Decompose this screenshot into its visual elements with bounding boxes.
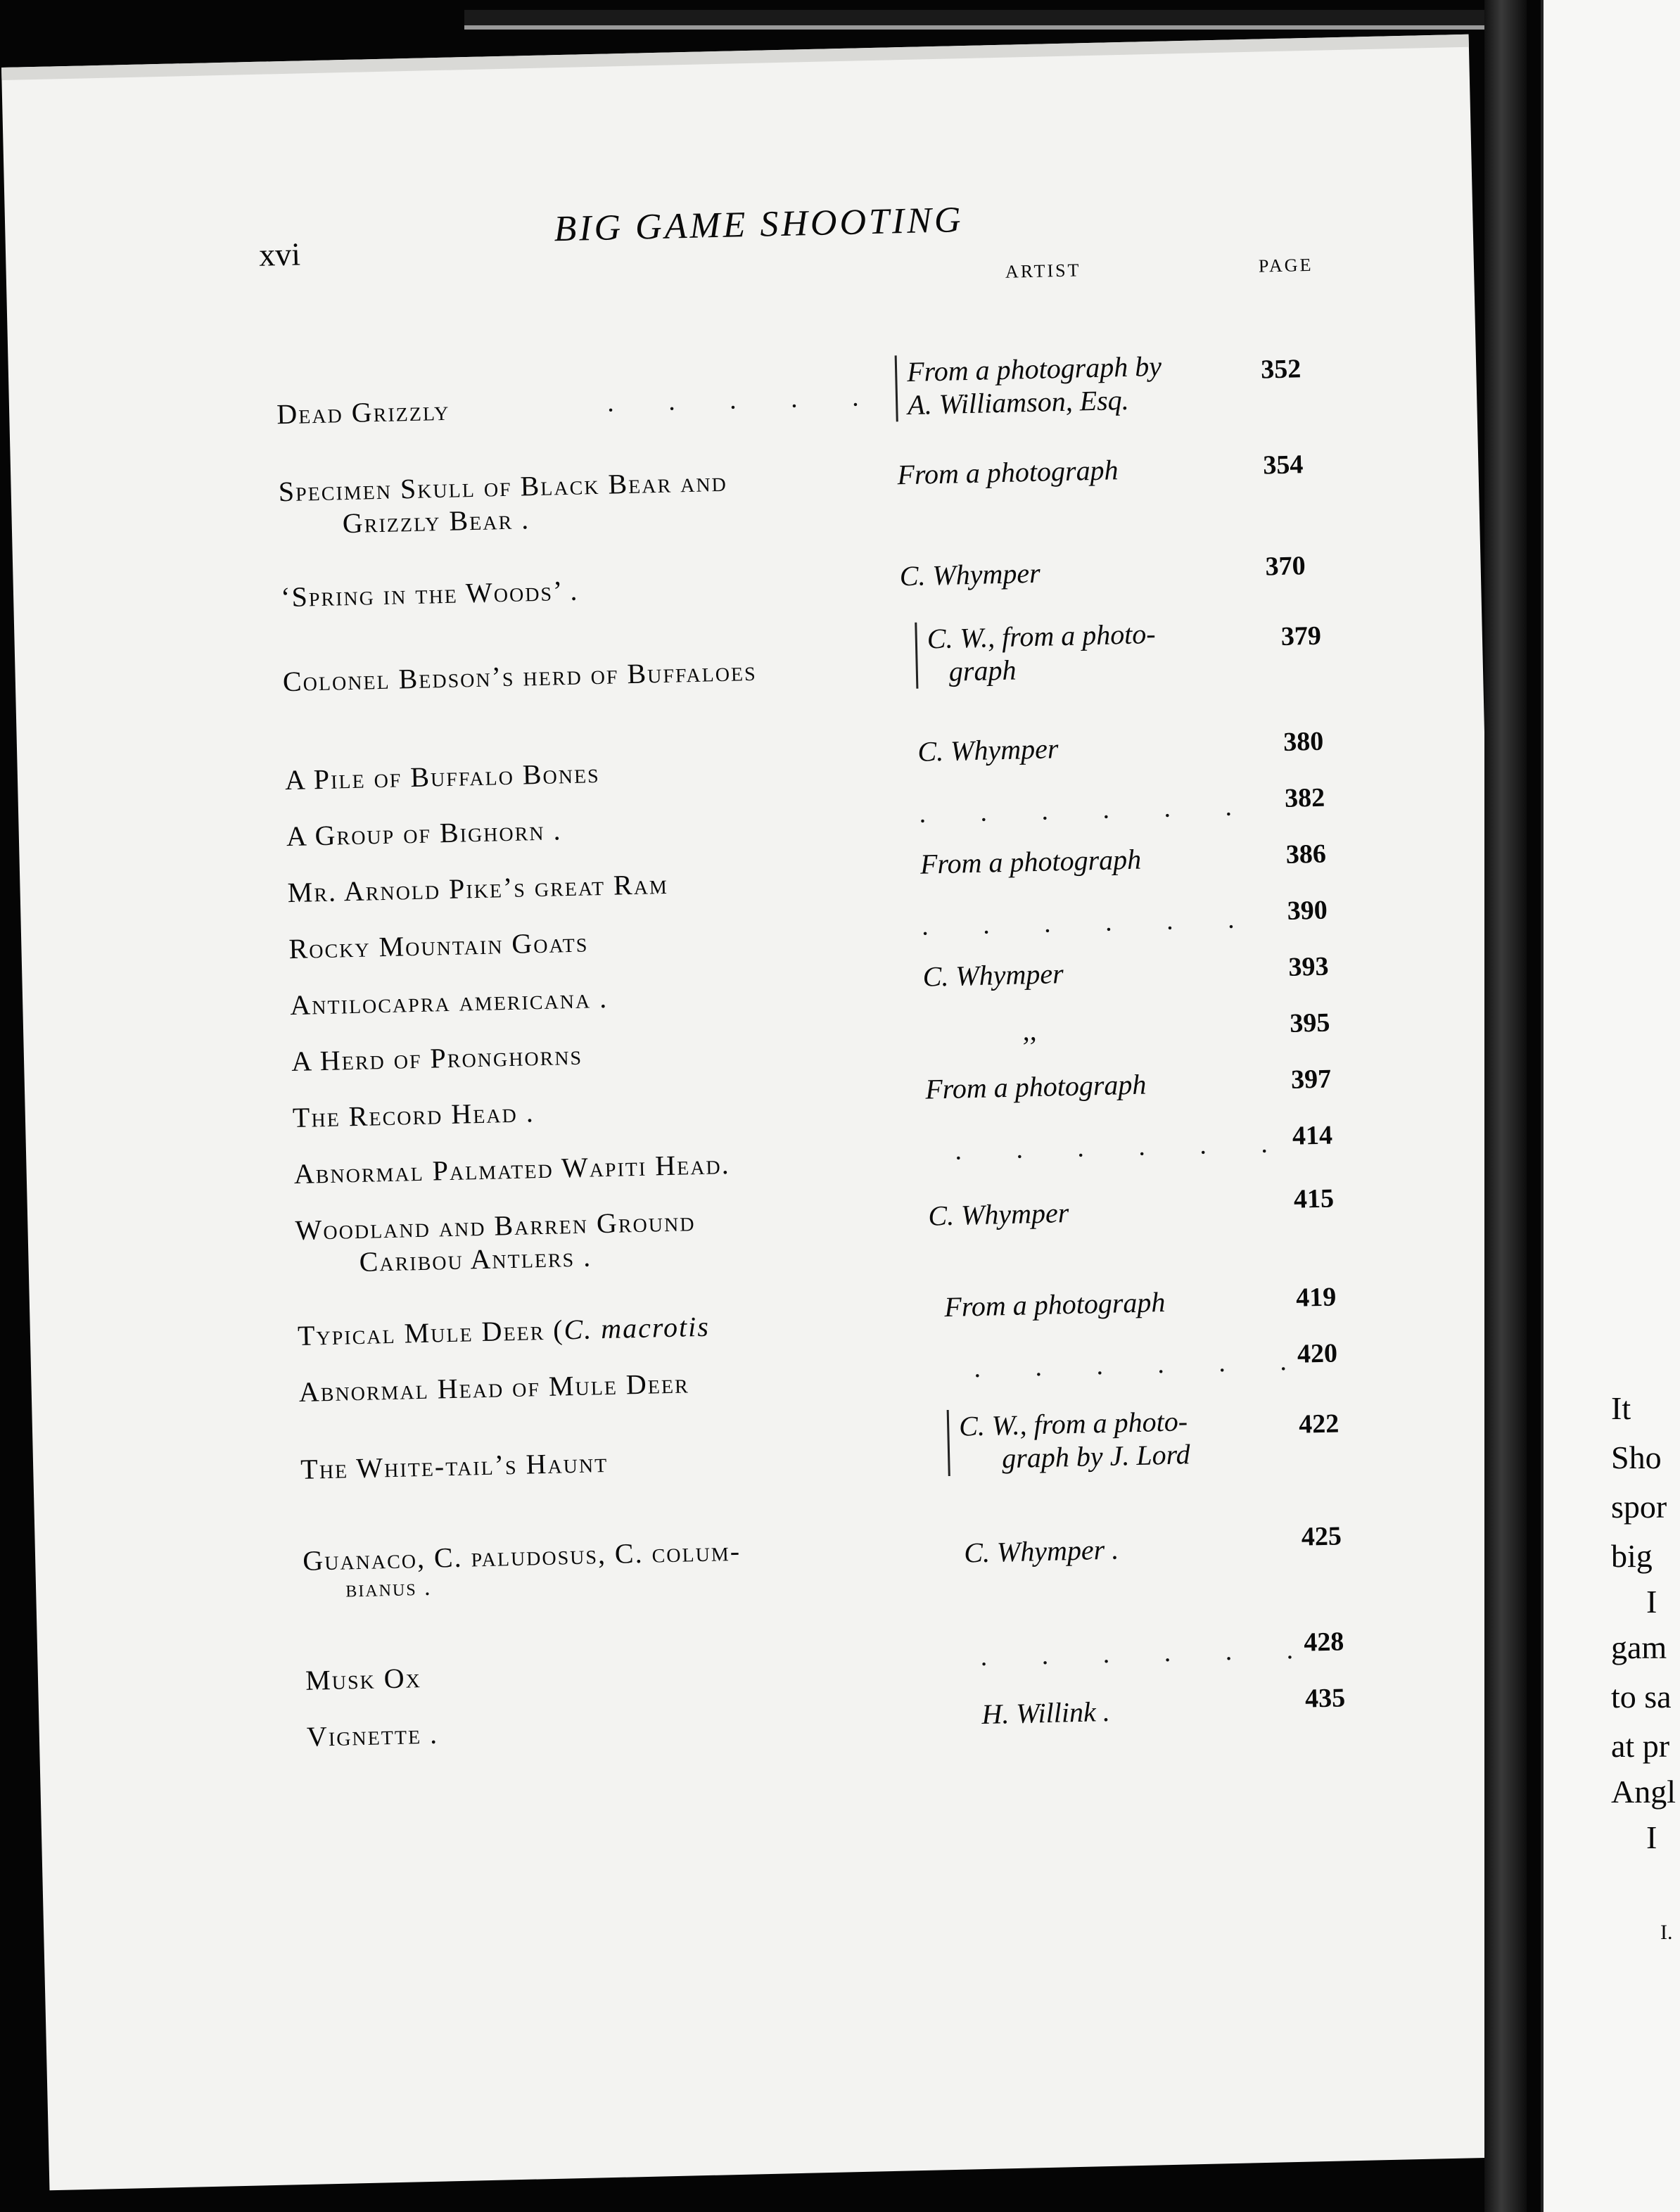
entry-artist: C. Whymper [922,958,1064,993]
entry-artist-line: C. W., from a photo- [927,618,1157,655]
entry-artist [947,1404,1190,1476]
facing-page-text: gam [1611,1629,1667,1665]
entry-artist: From a photograph [943,1285,1166,1323]
entry-title: A Pile of Buffalo Bones [284,757,601,796]
entry-title-line: Caribou Antlers . [359,1240,592,1278]
left-page [1,34,1517,2191]
facing-page-text: spor [1611,1489,1667,1525]
entry-title-line: Guanaco, C. paludosus, C. colum- [302,1534,742,1577]
entry-page: 428 [1303,1627,1344,1658]
facing-page-text: I. [1660,1921,1673,1944]
entry-page: 414 [1292,1120,1333,1151]
column-head-page: PAGE [1258,254,1313,276]
entry-title [298,1310,711,1352]
entry-title-text: Typical Mule Deer ( [297,1314,565,1352]
entry-title-line: Specimen Skull of Black Bear and [278,465,728,508]
entry-page: 395 [1289,1008,1330,1038]
entry-artist: H. Willink . [981,1695,1111,1731]
dot-leaders: . . . . . . [921,903,1259,941]
entry-title: Colonel Bedson’s herd of Buffaloes [282,654,758,698]
entry-title: ‘Spring in the Woods’ . [280,574,579,614]
entry-artist [895,350,1163,422]
list-entry [276,344,1403,454]
entry-page: 422 [1298,1409,1339,1439]
dot-leaders: . . . . . [606,381,883,418]
list-entry [278,436,1405,545]
entry-artist-line: From a photograph by [906,350,1162,388]
entry-artist: C. Whymper [899,557,1041,592]
facing-page-text: Angl [1611,1774,1676,1810]
running-head-title: BIG GAME SHOOTING [553,200,965,250]
entry-artist: From a photograph [896,454,1119,491]
dot-leaders: . . . . . . [918,791,1256,829]
entry-title: A Group of Bighorn . [286,814,562,853]
entry-artist: C. Whymper [917,732,1059,768]
dot-leaders: . . . . . . [973,1346,1311,1384]
list-entry [303,1512,1430,1622]
entry-artist: C. Whymper [927,1197,1069,1232]
entry-title: Musk Ox [305,1662,422,1696]
entry-title [303,1534,742,1604]
illustration-list [275,302,1401,1753]
entry-title-line: bianus . [345,1574,432,1603]
facing-page-text: to sa [1611,1679,1672,1715]
entry-artist: From a photograph [924,1068,1147,1105]
entry-page: 390 [1287,895,1328,926]
facing-page-text: at pr [1611,1728,1670,1764]
facing-page-text: It [1611,1390,1631,1426]
entry-artist-line: C. W., from a photo- [958,1405,1188,1442]
entry-title: The Record Head . [292,1096,535,1134]
entry-title [295,1204,696,1280]
entry-artist-line: graph [948,654,1017,687]
entry-page: 379 [1280,621,1322,651]
entry-title [278,465,728,541]
page-content [1,47,1517,2191]
entry-page: 380 [1283,726,1324,757]
dot-leaders: . . . . . . [980,1634,1318,1672]
entry-artist [915,617,1157,689]
entry-title: Dead Grizzly [276,394,450,431]
entry-title: Abnormal Head of Mule Deer [298,1367,690,1408]
entry-page: 393 [1288,951,1329,982]
facing-page [1541,0,1680,2212]
facing-page-text: I [1646,1584,1657,1620]
entry-title: Vignette . [306,1717,439,1753]
entry-page: 415 [1293,1183,1335,1214]
entry-title: Rocky Mountain Goats [288,926,589,965]
entry-title: Antilocapra americana . [289,981,609,1022]
entry-artist-line: A. Williamson, Esq. [907,383,1130,421]
entry-page: 386 [1285,839,1327,870]
facing-page-text: I [1646,1819,1657,1855]
entry-page: 425 [1301,1521,1342,1552]
page-folio: xvi [258,236,301,273]
entry-artist-line: graph by J. Lord [1001,1438,1191,1475]
book-spine-edge [1484,0,1527,2212]
entry-title-line: Woodland and Barren Ground [295,1205,696,1246]
entry-page: 370 [1265,551,1306,582]
entry-page: 435 [1304,1683,1346,1714]
entry-page: 419 [1295,1282,1337,1313]
facing-page-text: Sho [1611,1439,1662,1475]
entry-title-italic: C. macrotis [564,1310,711,1346]
entry-page: 382 [1284,782,1325,813]
entry-artist: C. Whymper . [963,1533,1119,1569]
facing-page-text: big [1611,1538,1653,1574]
entry-artist: From a photograph [919,843,1142,880]
scan-top-edge [464,10,1520,30]
entry-title: A Herd of Pronghorns [291,1038,583,1078]
entry-page: 397 [1290,1064,1332,1095]
entry-page: 354 [1262,450,1304,481]
entry-page: 352 [1260,354,1302,385]
entry-title: Abnormal Palmated Wapiti Head. [293,1148,731,1190]
entry-page: 420 [1297,1338,1338,1369]
column-head-artist: ARTIST [1005,260,1081,282]
dot-leaders: . . . . . . [954,1128,1292,1166]
entry-artist: ,, [1022,1015,1037,1047]
entry-title: Mr. Arnold Pike’s great Ram [287,867,669,909]
entry-title-line: Grizzly Bear . [342,503,530,540]
entry-title: The White-tail’s Haunt [300,1447,609,1485]
